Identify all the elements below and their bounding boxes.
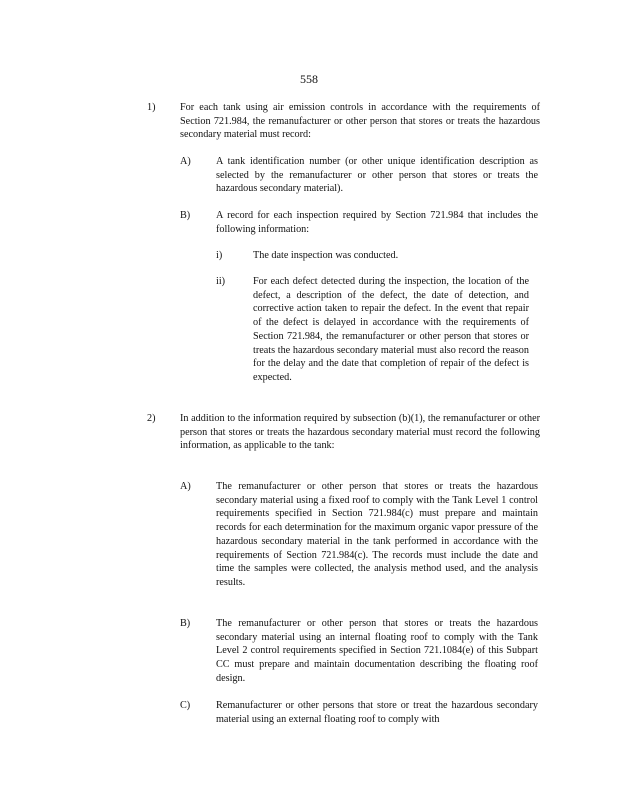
- item-text: The remanufacturer or other person that stores or treats the hazardous secondary material using a fixed roof to comply with the Tank Level 1 control requirements specified in Section 721.984(c) must prepare and maintain records for each determination for the maximum organic vapor pressure of the hazardous secondary material in the tank performed in accordance with the requirements of Section 721.984(c). The records must include the date and time the samples were collected, the analysis method used, and the analysis results.: [216, 481, 538, 588]
- item-label: i): [216, 250, 223, 261]
- item-text: A tank identification number (or other unique identification description as selected by the remanufacturer or other person that stores or treats the hazardous secondary material).: [216, 156, 538, 195]
- item-text: The date inspection was conducted.: [253, 250, 399, 261]
- item-label: C): [180, 700, 191, 711]
- item-text: For each tank using air emission controls in accordance with the requirements of Section 721.984, the remanufacturer or other person that stores or treats the hazardous secondary material must record:: [180, 102, 540, 141]
- item-label: ii): [216, 276, 226, 287]
- item-label: B): [180, 618, 191, 629]
- item-label: A): [180, 156, 191, 167]
- item-label: B): [180, 210, 191, 221]
- item-text: Remanufacturer or other persons that store or treat the hazardous secondary material using an external floating roof to comply with: [216, 700, 538, 725]
- item-text: The remanufacturer or other person that stores or treats the hazardous secondary material using an internal floating roof to comply with the Tank Level 2 control requirements specified in Section 721.1084(e) of this Subpart CC must prepare and maintain documentation describing the floating roof design.: [216, 618, 538, 684]
- item-label: A): [180, 481, 191, 492]
- item-label: 1): [147, 102, 156, 113]
- item-text: A record for each inspection required by Section 721.984 that includes the following information:: [216, 210, 538, 235]
- page-number: 558: [300, 72, 318, 86]
- item-text: In addition to the information required by subsection (b)(1), the remanufacturer or other person that stores or treats the hazardous secondary material must record the following information, as applicable to the tank:: [180, 413, 540, 452]
- item-label: 2): [147, 413, 156, 424]
- item-text: For each defect detected during the inspection, the location of the defect, a description of the defect, the date of detection, and corrective action taken to repair the defect. In the event that repair of the defect is delayed in accordance with the requirements of Section 721.984, the remanufacturer or other person that stores or treats the hazardous secondary material must also record the reason for the delay and the date that completion of repair of the defect is expected.: [253, 276, 529, 383]
